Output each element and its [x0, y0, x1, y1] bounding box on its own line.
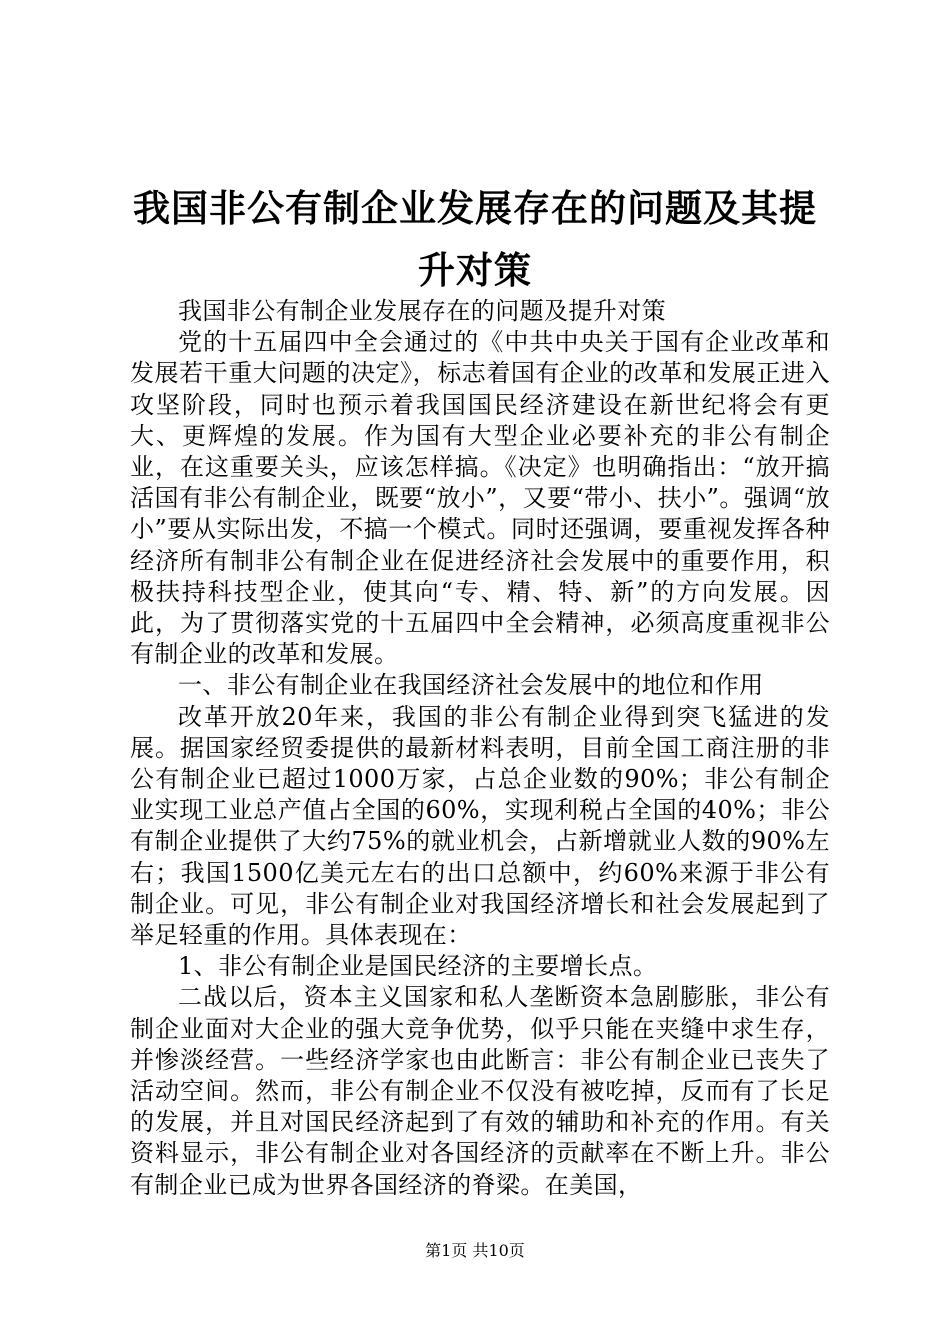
- body-paragraph: 二战以后，资本主义国家和私人垄断资本急剧膨胀，非公有制企业面对大企业的强大竞争优势，似乎只能在夹缝中求生存，并惨淡经营。一些经济学家也由此断言：非公有制企业已丧失了活动空间。然而，非公有制企业不仅没有被吃掉，反而有了长足的发展，并且对国民经济起到了有效的辅助和补充的作用。有关资料显示，非公有制企业对各国经济的贡献率在不断上升。非公有制企业已成为世界各国经济的脊梁。在美国，: [130, 983, 830, 1199]
- document-title: 我国非公有制企业发展存在的问题及其提升对策: [133, 187, 817, 292]
- subtitle-paragraph: 我国非公有制企业发展存在的问题及提升对策: [178, 297, 666, 325]
- body-paragraph: 改革开放20年来，我国的非公有制企业得到突飞猛进的发展。据国家经贸委提供的最新材料表明，目前全国工商注册的非公有制企业已超过1000万家，占总企业数的90%；非公有制企业实现工业总产值占全国的60%，实现利税占全国的40%；非公有制企业提供了大约75%的就业机会，占新增就业人数的90%左右；我国1500亿美元左右的出口总额中，约60%来源于非公有制企业。可见，非公有制企业对我国经济增长和社会发展起到了举足轻重的作用。具体表现在：: [130, 702, 830, 950]
- document-body: [130, 296, 830, 1201]
- subsection-heading: 1、非公有制企业是国民经济的主要增长点。: [178, 952, 658, 981]
- page-footer: 第1页 共10页: [425, 1241, 525, 1260]
- section-heading: 一、非公有制企业在我国经济社会发展中的地位和作用: [178, 671, 764, 700]
- body-paragraph: 党的十五届四中全会通过的《中共中央关于国有企业改革和发展若干重大问题的决定》，标志着国有企业的改革和发展正进入攻坚阶段，同时也预示着我国国民经济建设在新世纪将会有更大、更辉煌的发展。作为国有大型企业必要补充的非公有制企业，在这重要关头，应该怎样搞。《决定》也明确指出：“放开搞活国有非公有制企业，既要“放小”，又要“带小、扶小”。强调“放小”要从实际出发，不搞一个模式。同时还强调，要重视发挥各种经济所有制非公有制企业在促进经济社会发展中的重要作用，积极扶持科技型企业，使其向“专、精、特、新”的方向发展。因此，为了贯彻落实党的十五届四中全会精神，必须高度重视非公有制企业的改革和发展。: [130, 328, 830, 669]
